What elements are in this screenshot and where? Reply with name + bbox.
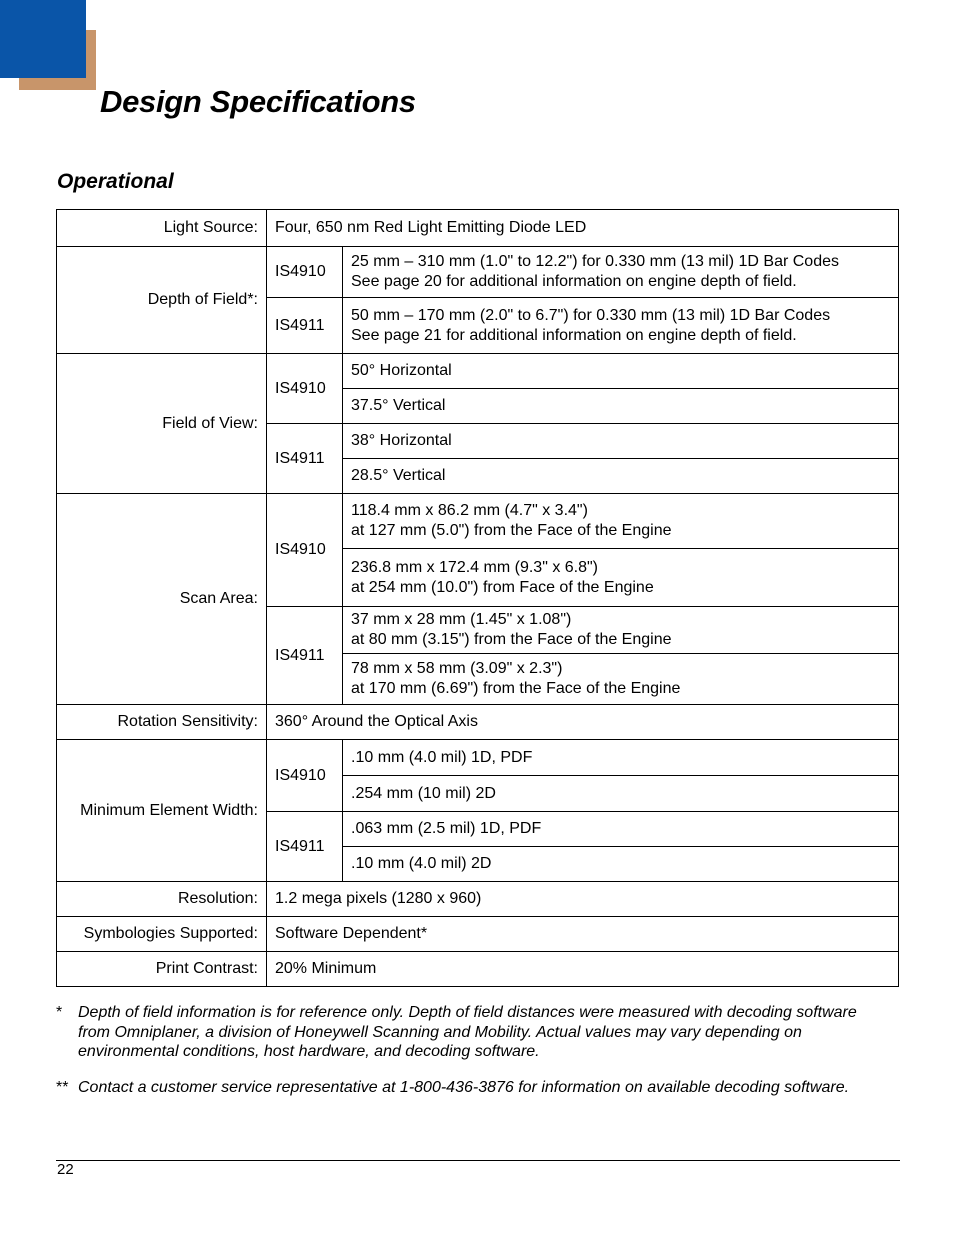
spec-label: Print Contrast:: [57, 952, 267, 987]
spec-value: 50° Horizontal: [343, 354, 899, 389]
footer-rule: [56, 1160, 900, 1161]
footnote-mark: *: [56, 1004, 63, 1021]
spec-value: Software Dependent*: [267, 917, 899, 952]
section-heading: Operational: [57, 170, 174, 193]
value-line: See page 20 for additional information on engine depth of field.: [351, 273, 797, 290]
table-row: [57, 952, 899, 987]
table-row: [57, 882, 899, 917]
spec-value: 20% Minimum: [267, 952, 899, 987]
value-line: at 170 mm (6.69") from the Face of the Engine: [351, 680, 681, 697]
footnotes: [56, 1003, 876, 1113]
table-row: [57, 354, 899, 389]
corner-accent-blue: [0, 0, 86, 78]
spec-label: Scan Area:: [57, 494, 267, 705]
table-row: [57, 917, 899, 952]
value-line: at 127 mm (5.0") from the Face of the Engine: [351, 522, 672, 539]
spec-value: 37.5° Vertical: [343, 389, 899, 424]
spec-value: [343, 549, 899, 607]
spec-value: .254 mm (10 mil) 2D: [343, 776, 899, 812]
value-line: 50 mm – 170 mm (2.0" to 6.7") for 0.330 mm (13 mil) 1D Bar Codes: [351, 306, 831, 324]
spec-value: [343, 607, 899, 654]
model-label: IS4910: [267, 354, 343, 424]
spec-value: .063 mm (2.5 mil) 1D, PDF: [343, 812, 899, 847]
spec-value: 28.5° Vertical: [343, 459, 899, 494]
model-label: IS4911: [267, 812, 343, 882]
spec-value: 360° Around the Optical Axis: [267, 705, 899, 740]
value-line: at 80 mm (3.15") from the Face of the Engine: [351, 631, 672, 648]
table-row: [57, 210, 899, 247]
model-label: IS4911: [267, 607, 343, 705]
value-line: 37 mm x 28 mm (1.45" x 1.08"): [351, 611, 572, 628]
table-row: [57, 494, 899, 549]
spec-value: [343, 494, 899, 549]
footnote-text: Depth of field information is for reference only. Depth of field distances were measured with decoding software from Omniplaner, a division of Honeywell Scanning and Mobility. Actual values may vary depending on environmental conditions, host hardware, and decoding software.: [78, 1004, 857, 1060]
model-label: IS4910: [267, 740, 343, 812]
model-label: IS4911: [267, 298, 343, 354]
table-row: [57, 247, 899, 298]
spec-value: [343, 654, 899, 705]
value-line: 78 mm x 58 mm (3.09" x 2.3"): [351, 660, 563, 677]
table-row: [57, 705, 899, 740]
spec-label: Symbologies Supported:: [57, 917, 267, 952]
spec-label: Resolution:: [57, 882, 267, 917]
footnote: [56, 1003, 876, 1062]
spec-value: [343, 247, 899, 298]
page-number: 22: [57, 1161, 74, 1178]
model-label: IS4910: [267, 247, 343, 298]
spec-value: 38° Horizontal: [343, 424, 899, 459]
page-title: Design Specifications: [100, 84, 416, 119]
spec-value: .10 mm (4.0 mil) 1D, PDF: [343, 740, 899, 776]
value-line: 118.4 mm x 86.2 mm (4.7" x 3.4"): [351, 502, 588, 519]
spec-label: Field of View:: [57, 354, 267, 494]
spec-label: Light Source:: [57, 210, 267, 247]
footnote-text: Contact a customer service representative at 1-800-436-3876 for information on available decoding software.: [78, 1078, 850, 1096]
table-row: [57, 740, 899, 776]
spec-label: Minimum Element Width:: [57, 740, 267, 882]
value-line: at 254 mm (10.0") from Face of the Engine: [351, 578, 654, 596]
value-line: 236.8 mm x 172.4 mm (9.3" x 6.8"): [351, 558, 599, 576]
model-label: IS4910: [267, 494, 343, 607]
value-line: 25 mm – 310 mm (1.0" to 12.2") for 0.330 mm (13 mil) 1D Bar Codes: [351, 253, 839, 270]
spec-table: [56, 209, 899, 987]
model-label: IS4911: [267, 424, 343, 494]
spec-value: [343, 298, 899, 354]
footnote: [56, 1078, 876, 1098]
spec-label: Rotation Sensitivity:: [57, 705, 267, 740]
value-line: See page 21 for additional information on engine depth of field.: [351, 326, 797, 344]
footnote-mark: **: [56, 1078, 69, 1096]
spec-value: .10 mm (4.0 mil) 2D: [343, 847, 899, 882]
spec-label: Depth of Field*:: [57, 247, 267, 354]
spec-value: Four, 650 nm Red Light Emitting Diode LED: [267, 210, 899, 247]
spec-value: 1.2 mega pixels (1280 x 960): [267, 882, 899, 917]
